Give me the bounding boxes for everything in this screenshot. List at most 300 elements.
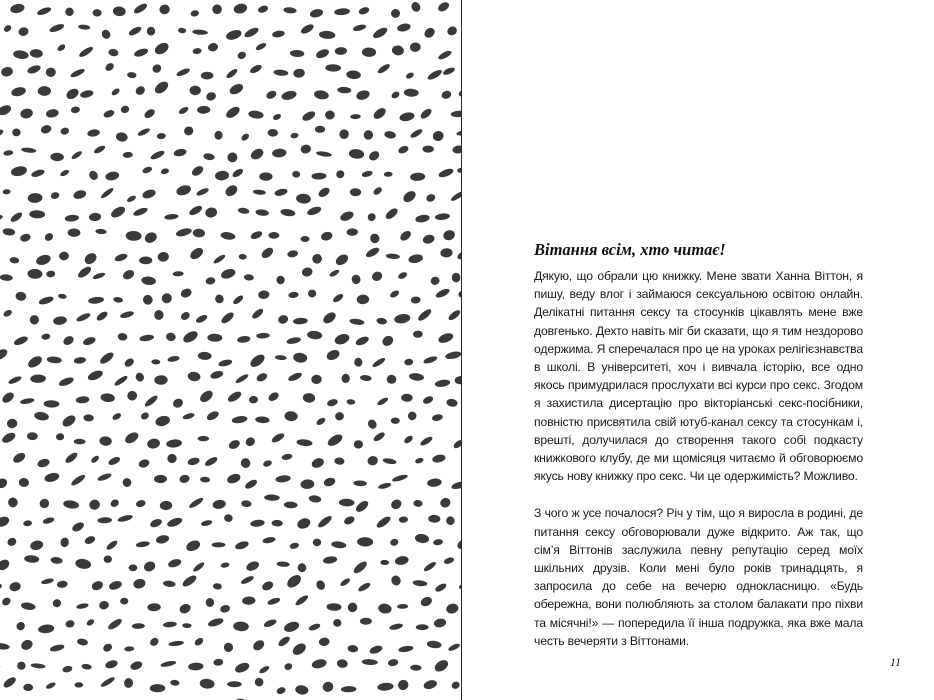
pattern-spot: [8, 581, 21, 593]
pattern-spot: [288, 291, 299, 298]
body-text: [534, 267, 863, 669]
pattern-spot: [51, 598, 62, 609]
pattern-spot: [46, 356, 62, 364]
pattern-spot: [372, 431, 386, 443]
pattern-spot: [308, 622, 321, 631]
pattern-spot: [129, 564, 138, 571]
pattern-spot: [301, 236, 310, 242]
pattern-spot: [427, 640, 442, 649]
pattern-spot: [0, 390, 15, 404]
pattern-spot: [256, 333, 270, 339]
pattern-spot: [433, 618, 447, 629]
pattern-spot: [404, 358, 414, 366]
pattern-spot: [2, 228, 15, 236]
pattern-spot: [166, 439, 183, 449]
pattern-spot: [381, 334, 396, 348]
pattern-spot: [34, 411, 50, 421]
pattern-spot: [188, 246, 205, 262]
pattern-spot: [290, 50, 305, 58]
pattern-spot: [426, 68, 443, 81]
pattern-spot: [212, 499, 226, 510]
pattern-spot: [123, 152, 133, 159]
pattern-spot: [117, 514, 133, 523]
pattern-spot: [262, 536, 276, 544]
pattern-spot: [193, 228, 206, 237]
pattern-spot: [188, 496, 205, 509]
pattern-spot: [163, 580, 176, 588]
pattern-spot: [45, 108, 59, 118]
pattern-spot: [95, 310, 109, 322]
pattern-spot: [326, 432, 344, 448]
pattern-spot: [9, 211, 23, 224]
pattern-spot: [173, 271, 184, 277]
pattern-spot: [167, 558, 182, 569]
pattern-spot: [70, 106, 80, 114]
pattern-spot: [389, 7, 402, 20]
pattern-spot: [249, 147, 265, 162]
pattern-spot: [149, 149, 165, 161]
pattern-spot: [148, 636, 160, 647]
pattern-spot: [99, 436, 112, 446]
pattern-spot: [49, 23, 66, 34]
pattern-spot: [135, 541, 150, 549]
pattern-spot: [355, 89, 371, 102]
pattern-spot: [255, 209, 269, 217]
pattern-spot: [387, 658, 398, 667]
pattern-spot: [23, 520, 33, 527]
pattern-spot: [153, 41, 171, 57]
pattern-spot: [7, 496, 19, 509]
pattern-spot: [220, 267, 237, 280]
pattern-spot: [320, 231, 333, 242]
pattern-spot: [147, 603, 161, 611]
pattern-spot: [214, 293, 226, 305]
pattern-spot: [271, 520, 282, 527]
pattern-spot: [335, 169, 346, 180]
pattern-spot: [58, 293, 67, 299]
pattern-spot: [2, 189, 10, 195]
pattern-spot: [391, 473, 408, 483]
pattern-spot: [351, 274, 362, 286]
pattern-spot: [397, 271, 408, 280]
pattern-spot: [275, 474, 291, 483]
pattern-spot: [10, 86, 26, 98]
pattern-spot: [277, 635, 292, 648]
pattern-spot: [61, 413, 78, 429]
pattern-spot: [284, 501, 298, 508]
pattern-spot: [9, 257, 19, 264]
pattern-spot: [74, 439, 86, 445]
pattern-spot: [65, 619, 75, 628]
pattern-spot: [154, 375, 168, 385]
pattern-spot: [447, 308, 461, 322]
pattern-spot: [209, 370, 224, 380]
pattern-spot: [190, 86, 201, 96]
pattern-spot: [71, 520, 86, 533]
pattern-spot: [215, 170, 230, 181]
pattern-spot: [42, 516, 55, 525]
pattern-spot: [376, 317, 387, 325]
pattern-spot: [197, 106, 210, 114]
pattern-spot: [447, 642, 461, 652]
pattern-spot: [27, 432, 38, 440]
pattern-spot: [117, 332, 128, 341]
pattern-spot: [407, 411, 418, 422]
pattern-spot: [249, 396, 259, 404]
pattern-spot: [201, 72, 214, 80]
pattern-spot: [431, 413, 443, 422]
pattern-spot: [146, 26, 155, 35]
pattern-spot: [12, 128, 21, 136]
pattern-spot: [90, 454, 100, 464]
pattern-spot: [397, 604, 408, 609]
pattern-spot: [234, 540, 249, 551]
pattern-spot: [389, 538, 399, 547]
pattern-spot: [268, 232, 279, 239]
pattern-spot: [334, 8, 350, 16]
pattern-spot: [364, 246, 380, 259]
pattern-spot: [250, 230, 264, 241]
pattern-spot: [170, 680, 180, 687]
pattern-spot: [87, 169, 99, 182]
pattern-spot: [446, 398, 458, 407]
pattern-spot: [404, 88, 419, 97]
pattern-spot: [243, 26, 260, 39]
pattern-spot: [183, 125, 195, 137]
pattern-spot: [85, 618, 95, 627]
pattern-spot: [233, 621, 249, 631]
pattern-spot: [173, 148, 187, 158]
pattern-spot: [251, 307, 265, 320]
pattern-spot: [283, 620, 301, 634]
pattern-spot: [346, 399, 355, 405]
pattern-spot: [182, 412, 195, 420]
pattern-spot: [15, 620, 27, 632]
pattern-spot: [20, 602, 36, 611]
pattern-spot: [50, 191, 60, 200]
pattern-spot: [0, 664, 1, 673]
pattern-spot: [451, 480, 461, 490]
pattern-spot: [0, 274, 13, 282]
pattern-spot: [372, 106, 388, 121]
pattern-spot: [110, 87, 120, 96]
pattern-spot: [6, 536, 17, 547]
pattern-spot: [109, 205, 127, 220]
pattern-spot: [123, 357, 135, 369]
pattern-spot: [419, 595, 433, 608]
pattern-spot: [409, 372, 425, 381]
pattern-spot: [219, 604, 231, 614]
pattern-spot: [394, 555, 409, 566]
pattern-spot: [227, 438, 241, 450]
pattern-spot: [272, 148, 287, 158]
pattern-spot: [226, 390, 243, 404]
pattern-spot: [353, 480, 367, 486]
pattern-spot: [128, 25, 143, 37]
pattern-spot: [225, 67, 239, 79]
pattern-spot: [361, 170, 373, 178]
pattern-spot: [398, 229, 412, 243]
pattern-spot: [87, 129, 101, 138]
pattern-spot: [98, 600, 109, 610]
pattern-spot: [27, 269, 42, 280]
pattern-spot: [26, 64, 41, 75]
pattern-spot: [82, 336, 97, 347]
pattern-spot: [352, 23, 366, 32]
pattern-spot: [108, 48, 119, 57]
pattern-spot: [428, 515, 440, 523]
pattern-spot: [141, 276, 156, 286]
pattern-spot: [175, 227, 192, 238]
pattern-spot: [245, 560, 261, 573]
pattern-spot: [198, 352, 212, 361]
pattern-spot: [294, 594, 309, 607]
pattern-spot: [281, 453, 293, 461]
pattern-spot: [264, 494, 280, 501]
pattern-spot: [451, 110, 461, 117]
pattern-spot: [0, 431, 16, 445]
pattern-spot: [0, 582, 3, 591]
pattern-spot: [375, 515, 392, 530]
pattern-spot: [329, 268, 341, 278]
pattern-spot: [236, 50, 247, 60]
pattern-spot: [332, 292, 345, 303]
pattern-spot: [205, 276, 216, 285]
pattern-spot: [437, 49, 453, 61]
pattern-spot: [203, 153, 215, 161]
pattern-spot: [205, 410, 220, 422]
pattern-spot: [0, 477, 9, 490]
pattern-spot: [411, 296, 421, 304]
pattern-spot: [452, 273, 461, 283]
pattern-spot: [283, 662, 293, 671]
pattern-spot: [50, 556, 63, 564]
pattern-spot: [107, 455, 121, 466]
pattern-spot: [69, 67, 85, 78]
pattern-spot: [137, 127, 151, 137]
pattern-spot: [257, 4, 269, 14]
pattern-spot: [23, 684, 33, 691]
pattern-spot: [179, 287, 193, 299]
pattern-spot: [401, 189, 417, 205]
pattern-spot: [244, 436, 257, 448]
pattern-spot: [378, 482, 392, 490]
pattern-spot: [75, 312, 91, 323]
pattern-spot: [0, 103, 13, 117]
pattern-spot: [382, 457, 397, 465]
pattern-spot: [287, 250, 299, 259]
pattern-spot: [296, 193, 311, 204]
pattern-spot: [198, 388, 215, 404]
pattern-spot: [95, 228, 107, 234]
pattern-spot: [371, 26, 389, 41]
pattern-spot: [0, 460, 1, 471]
pattern-spot: [454, 376, 461, 385]
pattern-spot: [204, 455, 219, 467]
pattern-spot: [40, 124, 53, 135]
pattern-spot: [178, 106, 190, 116]
pattern-spot: [86, 369, 104, 383]
pattern-spot: [367, 455, 379, 466]
pattern-spot: [292, 170, 301, 178]
pattern-spot: [301, 109, 317, 122]
pattern-spot: [248, 352, 267, 369]
pattern-spot: [100, 187, 115, 200]
pattern-spot: [113, 6, 127, 17]
pattern-spot: [57, 580, 68, 588]
pattern-spot: [334, 252, 350, 267]
pattern-spot: [300, 479, 314, 489]
pattern-spot: [419, 435, 434, 447]
pattern-spot: [389, 498, 403, 511]
pattern-spot: [139, 257, 152, 265]
pattern-spot: [423, 679, 438, 691]
pattern-spot: [134, 85, 147, 97]
pattern-spot: [76, 265, 93, 280]
pattern-spot: [331, 541, 347, 549]
pattern-spot: [132, 623, 145, 629]
pattern-spot: [121, 477, 133, 489]
pattern-spot: [321, 680, 335, 693]
pattern-spot: [397, 144, 409, 155]
pattern-spot: [70, 150, 83, 161]
pattern-spot: [301, 266, 314, 277]
pattern-spot: [270, 432, 285, 445]
pattern-spot: [132, 2, 148, 16]
pattern-spot: [240, 575, 255, 586]
pattern-spot: [412, 580, 427, 587]
pattern-spot: [334, 457, 345, 466]
pattern-spot: [19, 233, 31, 243]
page-number: 11: [889, 655, 901, 669]
pattern-spot: [41, 333, 51, 340]
pattern-spot: [13, 49, 30, 59]
pattern-spot: [129, 660, 143, 672]
pattern-spot: [349, 318, 365, 326]
pattern-spot: [53, 315, 68, 325]
dalmatian-spot-pattern: [0, 0, 461, 700]
pattern-spot: [199, 678, 215, 689]
pattern-spot: [398, 645, 414, 653]
pattern-spot: [250, 519, 265, 528]
pattern-spot: [367, 149, 381, 162]
pattern-spot: [283, 7, 297, 14]
pattern-spot: [46, 68, 56, 78]
pattern-spot: [205, 91, 217, 102]
pattern-spot: [339, 129, 350, 140]
pattern-spot: [207, 617, 224, 628]
pattern-spot: [293, 68, 305, 78]
pattern-spot: [452, 439, 461, 450]
pattern-spot: [286, 336, 302, 345]
pattern-spot: [98, 350, 115, 365]
pattern-spot: [341, 686, 357, 693]
pattern-spot: [343, 515, 356, 526]
pattern-spot: [205, 207, 218, 219]
pattern-spot: [346, 70, 361, 80]
pattern-spot: [422, 234, 436, 245]
pattern-spot: [151, 63, 163, 75]
pattern-spot: [389, 623, 404, 631]
pattern-spot: [380, 560, 389, 565]
pattern-spot: [154, 475, 167, 484]
pattern-spot: [64, 451, 79, 465]
pattern-spot: [126, 194, 137, 203]
pattern-spot: [263, 618, 278, 629]
pattern-spot: [192, 47, 202, 54]
pattern-spot: [237, 207, 249, 214]
pattern-spot: [370, 270, 383, 283]
pattern-spot: [89, 212, 102, 221]
pattern-spot: [29, 49, 43, 59]
pattern-spot: [163, 621, 177, 628]
pattern-spot: [140, 411, 150, 421]
pattern-spot: [92, 271, 106, 280]
pattern-spot: [78, 24, 91, 30]
pattern-spot: [315, 416, 326, 426]
pattern-spot: [207, 42, 219, 52]
pattern-spot: [239, 254, 247, 260]
pattern-spot: [391, 45, 404, 57]
pattern-spot: [276, 275, 285, 285]
pattern-spot: [142, 560, 156, 573]
pattern-spot: [414, 457, 424, 464]
pattern-spot: [226, 472, 242, 485]
pattern-spot: [9, 3, 25, 15]
pattern-spot: [119, 310, 134, 319]
pattern-spot: [311, 253, 323, 265]
pattern-spot: [151, 359, 160, 364]
pattern-spot: [296, 439, 313, 447]
pattern-spot: [403, 434, 414, 445]
pattern-spot: [125, 389, 138, 402]
pattern-spot: [316, 514, 333, 529]
pattern-spot: [254, 677, 263, 686]
pattern-spot: [198, 436, 210, 441]
pattern-spot: [450, 190, 461, 203]
pattern-spot: [276, 686, 287, 695]
pattern-spot: [64, 7, 74, 17]
pattern-spot: [311, 172, 326, 179]
pattern-spot: [384, 206, 400, 221]
pattern-spot: [354, 358, 363, 367]
pattern-spot: [255, 371, 268, 383]
pattern-spot: [103, 109, 116, 119]
pattern-spot: [29, 210, 45, 218]
pattern-spot: [210, 3, 223, 16]
pattern-spot: [155, 534, 170, 545]
pattern-spot: [290, 132, 299, 139]
pattern-spot: [192, 29, 208, 35]
pattern-spot: [237, 335, 251, 343]
pattern-spot: [326, 603, 341, 611]
pattern-spot: [175, 184, 192, 198]
pattern-spot: [410, 0, 422, 13]
pattern-spot: [423, 146, 434, 153]
pattern-spot: [333, 332, 351, 346]
pattern-spot: [27, 193, 42, 204]
pattern-spot: [181, 329, 199, 345]
pattern-spot: [156, 133, 166, 140]
pattern-spot: [0, 642, 10, 650]
pattern-spot: [36, 6, 52, 17]
pattern-spot: [227, 681, 242, 687]
pattern-spot: [0, 347, 9, 362]
pattern-spot: [92, 9, 102, 17]
pattern-spot: [104, 659, 118, 670]
pattern-spot: [115, 132, 128, 143]
pattern-spot: [357, 581, 372, 593]
